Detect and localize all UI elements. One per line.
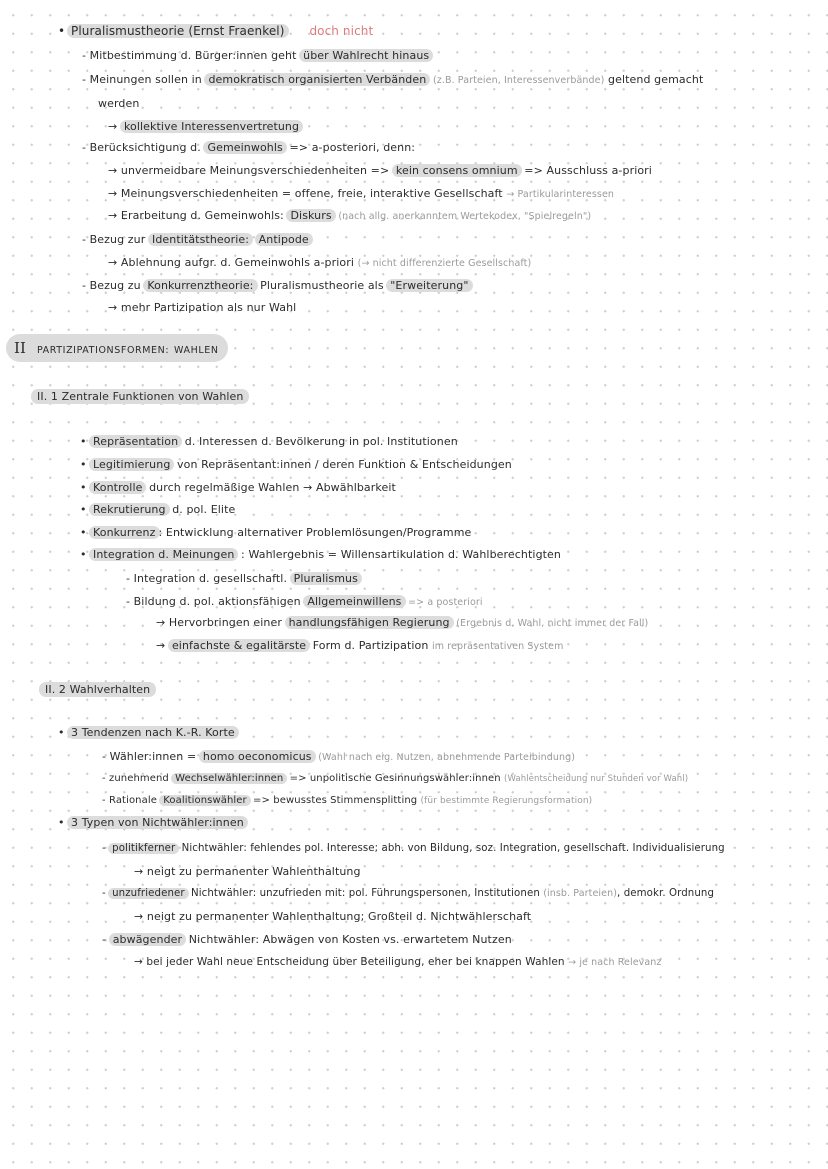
list-item: [80, 434, 458, 449]
bullet: •: [80, 503, 87, 516]
note-line: [98, 96, 139, 111]
text: → unvermeidbare Meinungsverschiedenheiten =>: [108, 164, 390, 177]
text: -: [102, 888, 106, 899]
annotation-red: doch nicht: [309, 24, 374, 38]
list-item: [80, 525, 471, 540]
highlight: kein consens omnium: [392, 164, 522, 177]
note-gray: (nach allg. anerkanntem Wertekodex, "Spielregeln"): [338, 211, 592, 222]
list-item: [58, 815, 247, 830]
text: - Bezug zur: [82, 233, 146, 246]
text: durch regelmäßige Wahlen → Abwählbarkeit: [149, 481, 396, 494]
list-item: [58, 725, 238, 740]
text: - Bildung d. pol. aktionsfähigen: [126, 595, 301, 608]
highlight: abwägender: [109, 933, 186, 946]
highlight: kollektive Interessenvertretung: [120, 120, 303, 133]
list-item: [156, 638, 563, 654]
text: werden: [98, 97, 140, 110]
text: Pluralismustheorie als: [260, 279, 384, 292]
bullet: •: [58, 726, 65, 739]
text: - Rationale: [102, 795, 157, 806]
list-item: [126, 571, 361, 586]
bullet: •: [80, 548, 87, 561]
arrow: →: [156, 639, 166, 652]
note-line: [108, 163, 652, 178]
highlight: Konkurrenz: [89, 526, 160, 539]
list-item: [80, 547, 561, 562]
note-line: [108, 119, 302, 134]
text: Nichtwähler: fehlendes pol. Interesse; abh. von Bildung, soz. Integration, gesellschaft. Individualisierung: [181, 843, 725, 854]
text: -: [102, 933, 107, 946]
section-title-b: WAHLEN: [174, 345, 219, 356]
note-gray: (→ nicht differenzierte Gesellschaft): [357, 258, 532, 269]
section-title: PARTIZIPATIONSFORMEN:: [36, 345, 170, 356]
text: d. pol. Elite: [172, 503, 236, 516]
highlight: Kontrolle: [89, 481, 146, 494]
text: - Integration d. gesellschaftl.: [126, 572, 288, 585]
highlight: Legitimierung: [89, 458, 174, 471]
note-line: [82, 232, 312, 247]
bullet: •: [58, 816, 65, 829]
list-item: [156, 615, 648, 631]
text: Nichtwähler: Abwägen von Kosten vs. erwartetem Nutzen: [188, 933, 512, 946]
text: → Erarbeitung d. Gemeinwohls:: [108, 209, 284, 222]
text: => a-posteriori, denn:: [289, 141, 416, 154]
note-line: [82, 48, 432, 63]
text: Form d. Partizipation: [312, 639, 429, 652]
note-gray: => a posteriori: [408, 597, 483, 608]
text: → neigt zu permanenter Wahlenthaltung; Großteil d. Nichtwählerschaft: [134, 910, 532, 923]
text: → Ablehnung aufgr. d. Gemeinwohls a-priori: [108, 256, 355, 269]
subsection-title: II. 2 Wahlverhalten: [39, 682, 156, 697]
text: Nichtwähler: unzufrieden mit: pol. Führungspersonen, Institutionen: [191, 888, 540, 899]
highlight: homo oeconomicus: [199, 750, 316, 763]
text: : Entwicklung alternativer Problemlösungen/Programme: [158, 526, 472, 539]
text: => unpolitische Gesinnungswähler:innen: [289, 773, 501, 784]
text: von Repräsentant:innen / deren Funktion & Entscheidungen: [177, 458, 512, 471]
highlight: Identitätstheorie:: [148, 233, 253, 246]
highlight: Pluralismus: [290, 572, 362, 585]
text: => bewusstes Stimmensplitting: [253, 795, 418, 806]
text: d. Interessen d. Bevölkerung in pol. Institutionen: [184, 435, 458, 448]
highlight: Integration d. Meinungen: [89, 548, 238, 561]
highlight: Rekrutierung: [89, 503, 170, 516]
list-item: [102, 886, 714, 901]
text: → Meinungsverschiedenheiten = offene, freie, interaktive Gesellschaft: [108, 187, 503, 200]
bullet: •: [80, 526, 87, 539]
text: → neigt zu permanenter Wahlenthaltung: [134, 865, 361, 878]
highlight: 3 Typen von Nichtwähler:innen: [67, 816, 248, 829]
list-item: [102, 771, 688, 787]
text: => Ausschluss a-priori: [524, 164, 652, 177]
text: → mehr Partizipation als nur Wahl: [108, 301, 297, 314]
note-gray: (Ergebnis d. Wahl, nicht immer der Fall): [456, 618, 649, 629]
note-gray: im repräsentativen System: [432, 641, 564, 652]
note-line: [82, 72, 703, 88]
text: - Meinungen sollen in: [82, 73, 202, 86]
text: -: [102, 843, 106, 854]
note-gray: (Wahlentscheidung nur Stunden vor Wahl): [504, 774, 689, 784]
note-gray: → je nach Relevanz: [568, 957, 662, 968]
note-gray: (für bestimmte Regierungsformation): [420, 796, 593, 806]
highlight: Allgemeinwillens: [303, 595, 405, 608]
list-item: [134, 955, 662, 970]
text: → Hervorbringen einer: [156, 616, 282, 629]
text: - Berücksichtigung d.: [82, 141, 201, 154]
text: , demokr. Ordnung: [617, 888, 715, 899]
note-line: [108, 186, 614, 202]
list-item: [126, 594, 483, 610]
note-gray: (insb. Parteien): [543, 888, 618, 899]
subsection-header: [32, 389, 248, 404]
highlight: Pluralismustheorie (Ernst Fraenkel): [67, 24, 289, 38]
list-item: [102, 932, 512, 947]
note-gray: (z.B. Parteien, Interessenverbände): [432, 75, 605, 86]
bullet: •: [80, 458, 87, 471]
list-item: [80, 457, 512, 472]
list-item: [102, 841, 725, 856]
text: - Bezug zu: [82, 279, 141, 292]
text: : Wahlergebnis = Willensartikulation d. Wahlberechtigten: [241, 548, 562, 561]
section-header: [14, 339, 219, 360]
text: - Mitbestimmung d. Bürger:innen geht: [82, 49, 297, 62]
text: - zunehmend: [102, 773, 169, 784]
subsection-header: [40, 682, 155, 697]
note-line: [82, 140, 415, 155]
section-number: II: [14, 339, 27, 357]
highlight: Wechselwähler:innen: [171, 773, 287, 784]
note-line: [108, 255, 531, 271]
list-item: [80, 480, 396, 495]
note-line: [108, 300, 296, 315]
highlight: Antipode: [255, 233, 313, 246]
text: geltend gemacht: [608, 73, 704, 86]
highlight: Gemeinwohls: [203, 141, 286, 154]
highlight: "Erweiterung": [386, 279, 472, 292]
list-item: [134, 864, 361, 879]
highlight: Konkurrenztheorie:: [143, 279, 257, 292]
note-line: [82, 278, 472, 293]
highlight: handlungsfähigen Regierung: [285, 616, 454, 629]
bullet: •: [80, 481, 87, 494]
note-line-pluralismustheorie: [58, 24, 373, 39]
note-line: [108, 208, 591, 224]
list-item: [80, 502, 235, 517]
subsection-title: II. 1 Zentrale Funktionen von Wahlen: [31, 389, 249, 404]
arrow: →: [108, 120, 118, 133]
highlight: demokratisch organisierten Verbänden: [204, 73, 430, 86]
note-gray: → Partikularinteressen: [506, 189, 615, 200]
bullet: •: [58, 24, 66, 38]
highlight: Repräsentation: [89, 435, 182, 448]
list-item: [102, 793, 592, 809]
highlight: politikferner: [108, 843, 179, 854]
highlight: über Wahlrecht hinaus: [299, 49, 433, 62]
text: - Wähler:innen =: [102, 750, 197, 763]
highlight: einfachste & egalitärste: [168, 639, 310, 652]
bullet: •: [80, 435, 87, 448]
list-item: [134, 909, 531, 924]
highlight: 3 Tendenzen nach K.-R. Korte: [67, 726, 239, 739]
highlight: Koalitionswähler: [159, 795, 251, 806]
list-item: [102, 749, 575, 765]
text: → bei jeder Wahl neue Entscheidung über Beteiligung, eher bei knappen Wahlen: [134, 956, 565, 968]
highlight: unzufriedener: [108, 888, 189, 899]
highlight: Diskurs: [286, 209, 335, 222]
note-gray: (Wahl nach eig. Nutzen, abnehmende Parteibindung): [318, 752, 576, 763]
